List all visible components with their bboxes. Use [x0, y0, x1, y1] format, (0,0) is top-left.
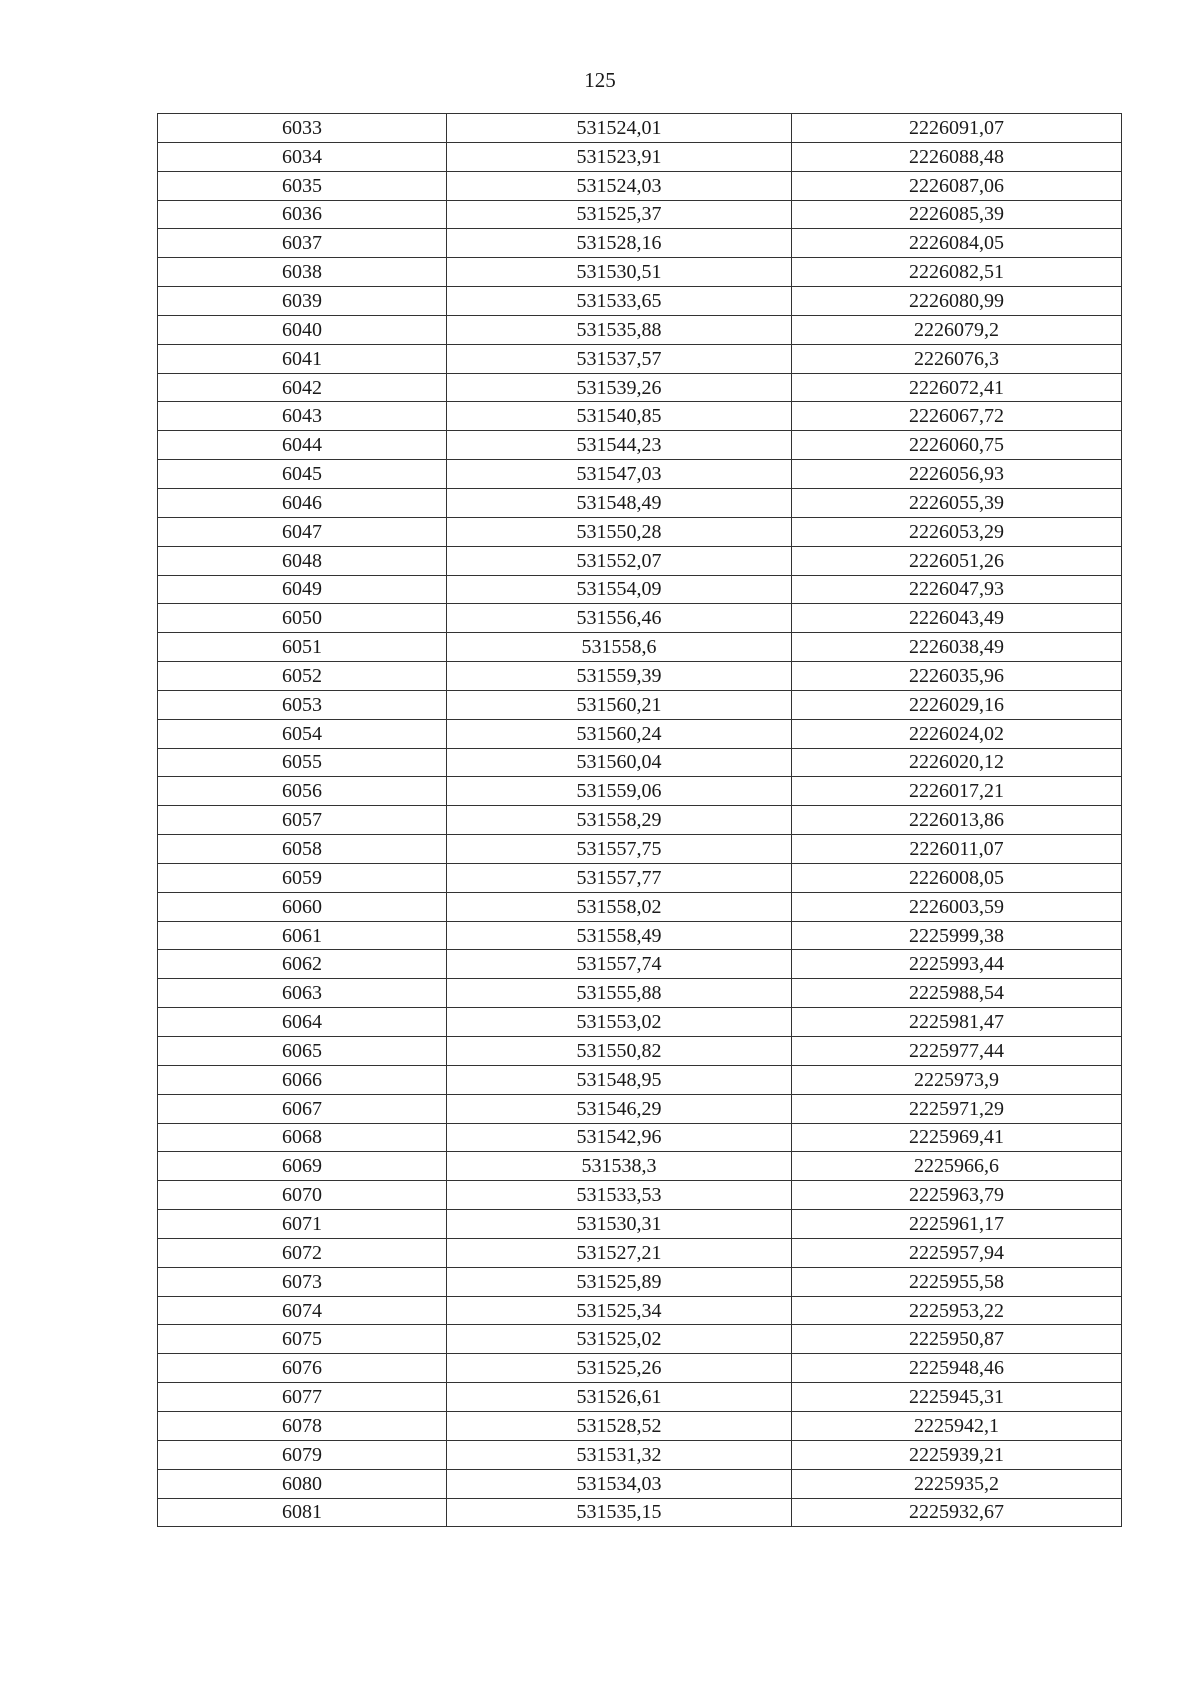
point-number-cell: 6073	[158, 1267, 447, 1296]
x-coordinate-cell: 531524,03	[447, 171, 792, 200]
point-number-cell: 6061	[158, 921, 447, 950]
y-coordinate-cell: 2226047,93	[792, 575, 1122, 604]
y-coordinate-cell: 2225981,47	[792, 1008, 1122, 1037]
table-row	[158, 431, 1122, 460]
point-number-cell: 6037	[158, 229, 447, 258]
x-coordinate-cell: 531558,29	[447, 806, 792, 835]
table-row	[158, 344, 1122, 373]
table-row	[158, 1008, 1122, 1037]
y-coordinate-cell: 2225963,79	[792, 1181, 1122, 1210]
x-coordinate-cell: 531560,21	[447, 690, 792, 719]
coordinates-table	[157, 113, 1122, 1527]
point-number-cell: 6059	[158, 863, 447, 892]
y-coordinate-cell: 2226017,21	[792, 777, 1122, 806]
y-coordinate-cell: 2226029,16	[792, 690, 1122, 719]
x-coordinate-cell: 531557,77	[447, 863, 792, 892]
x-coordinate-cell: 531548,95	[447, 1065, 792, 1094]
x-coordinate-cell: 531550,28	[447, 517, 792, 546]
y-coordinate-cell: 2226038,49	[792, 633, 1122, 662]
table-row	[158, 546, 1122, 575]
x-coordinate-cell: 531530,31	[447, 1210, 792, 1239]
y-coordinate-cell: 2226020,12	[792, 748, 1122, 777]
x-coordinate-cell: 531530,51	[447, 258, 792, 287]
point-number-cell: 6064	[158, 1008, 447, 1037]
point-number-cell: 6040	[158, 315, 447, 344]
table-row	[158, 488, 1122, 517]
table-row	[158, 315, 1122, 344]
x-coordinate-cell: 531525,02	[447, 1325, 792, 1354]
y-coordinate-cell: 2226076,3	[792, 344, 1122, 373]
table-row	[158, 1498, 1122, 1527]
point-number-cell: 6035	[158, 171, 447, 200]
point-number-cell: 6080	[158, 1469, 447, 1498]
table-row	[158, 200, 1122, 229]
y-coordinate-cell: 2225950,87	[792, 1325, 1122, 1354]
y-coordinate-cell: 2226055,39	[792, 488, 1122, 517]
x-coordinate-cell: 531555,88	[447, 979, 792, 1008]
y-coordinate-cell: 2225945,31	[792, 1383, 1122, 1412]
x-coordinate-cell: 531542,96	[447, 1123, 792, 1152]
point-number-cell: 6054	[158, 719, 447, 748]
x-coordinate-cell: 531559,39	[447, 662, 792, 691]
y-coordinate-cell: 2225993,44	[792, 950, 1122, 979]
y-coordinate-cell: 2226084,05	[792, 229, 1122, 258]
table-row	[158, 1094, 1122, 1123]
x-coordinate-cell: 531535,88	[447, 315, 792, 344]
table-row	[158, 229, 1122, 258]
point-number-cell: 6043	[158, 402, 447, 431]
table-row	[158, 1296, 1122, 1325]
y-coordinate-cell: 2226035,96	[792, 662, 1122, 691]
point-number-cell: 6069	[158, 1152, 447, 1181]
point-number-cell: 6053	[158, 690, 447, 719]
table-row	[158, 806, 1122, 835]
table-row	[158, 373, 1122, 402]
table-row	[158, 1267, 1122, 1296]
x-coordinate-cell: 531528,16	[447, 229, 792, 258]
point-number-cell: 6081	[158, 1498, 447, 1527]
point-number-cell: 6034	[158, 142, 447, 171]
x-coordinate-cell: 531544,23	[447, 431, 792, 460]
table-row	[158, 258, 1122, 287]
table-row	[158, 604, 1122, 633]
point-number-cell: 6058	[158, 835, 447, 864]
table-row	[158, 950, 1122, 979]
x-coordinate-cell: 531556,46	[447, 604, 792, 633]
table-row	[158, 1440, 1122, 1469]
y-coordinate-cell: 2226060,75	[792, 431, 1122, 460]
point-number-cell: 6056	[158, 777, 447, 806]
table-row	[158, 719, 1122, 748]
table-row	[158, 114, 1122, 143]
point-number-cell: 6066	[158, 1065, 447, 1094]
x-coordinate-cell: 531560,04	[447, 748, 792, 777]
y-coordinate-cell: 2225939,21	[792, 1440, 1122, 1469]
table-row	[158, 171, 1122, 200]
y-coordinate-cell: 2226056,93	[792, 460, 1122, 489]
x-coordinate-cell: 531528,52	[447, 1411, 792, 1440]
table-row	[158, 460, 1122, 489]
table-row	[158, 1469, 1122, 1498]
point-number-cell: 6042	[158, 373, 447, 402]
table-row	[158, 748, 1122, 777]
point-number-cell: 6075	[158, 1325, 447, 1354]
point-number-cell: 6048	[158, 546, 447, 575]
table-row	[158, 575, 1122, 604]
y-coordinate-cell: 2225955,58	[792, 1267, 1122, 1296]
y-coordinate-cell: 2225988,54	[792, 979, 1122, 1008]
table-row	[158, 863, 1122, 892]
y-coordinate-cell: 2226085,39	[792, 200, 1122, 229]
x-coordinate-cell: 531553,02	[447, 1008, 792, 1037]
y-coordinate-cell: 2225961,17	[792, 1210, 1122, 1239]
point-number-cell: 6072	[158, 1238, 447, 1267]
table-row	[158, 1383, 1122, 1412]
y-coordinate-cell: 2226067,72	[792, 402, 1122, 431]
x-coordinate-cell: 531557,75	[447, 835, 792, 864]
y-coordinate-cell: 2226080,99	[792, 287, 1122, 316]
point-number-cell: 6049	[158, 575, 447, 604]
x-coordinate-cell: 531525,37	[447, 200, 792, 229]
table-row	[158, 690, 1122, 719]
y-coordinate-cell: 2226008,05	[792, 863, 1122, 892]
y-coordinate-cell: 2226087,06	[792, 171, 1122, 200]
x-coordinate-cell: 531550,82	[447, 1037, 792, 1066]
x-coordinate-cell: 531547,03	[447, 460, 792, 489]
point-number-cell: 6052	[158, 662, 447, 691]
point-number-cell: 6060	[158, 892, 447, 921]
table-row	[158, 1354, 1122, 1383]
y-coordinate-cell: 2225999,38	[792, 921, 1122, 950]
x-coordinate-cell: 531523,91	[447, 142, 792, 171]
table-row	[158, 1123, 1122, 1152]
y-coordinate-cell: 2225935,2	[792, 1469, 1122, 1498]
table-row	[158, 402, 1122, 431]
point-number-cell: 6036	[158, 200, 447, 229]
y-coordinate-cell: 2225957,94	[792, 1238, 1122, 1267]
point-number-cell: 6055	[158, 748, 447, 777]
x-coordinate-cell: 531559,06	[447, 777, 792, 806]
point-number-cell: 6047	[158, 517, 447, 546]
point-number-cell: 6044	[158, 431, 447, 460]
y-coordinate-cell: 2225932,67	[792, 1498, 1122, 1527]
y-coordinate-cell: 2226053,29	[792, 517, 1122, 546]
x-coordinate-cell: 531525,26	[447, 1354, 792, 1383]
x-coordinate-cell: 531537,57	[447, 344, 792, 373]
x-coordinate-cell: 531525,89	[447, 1267, 792, 1296]
x-coordinate-cell: 531531,32	[447, 1440, 792, 1469]
point-number-cell: 6078	[158, 1411, 447, 1440]
point-number-cell: 6045	[158, 460, 447, 489]
table-row	[158, 1065, 1122, 1094]
page-number: 125	[584, 68, 616, 92]
y-coordinate-cell: 2226088,48	[792, 142, 1122, 171]
y-coordinate-cell: 2226003,59	[792, 892, 1122, 921]
point-number-cell: 6050	[158, 604, 447, 633]
x-coordinate-cell: 531527,21	[447, 1238, 792, 1267]
x-coordinate-cell: 531539,26	[447, 373, 792, 402]
point-number-cell: 6063	[158, 979, 447, 1008]
y-coordinate-cell: 2225971,29	[792, 1094, 1122, 1123]
x-coordinate-cell: 531554,09	[447, 575, 792, 604]
point-number-cell: 6039	[158, 287, 447, 316]
y-coordinate-cell: 2225969,41	[792, 1123, 1122, 1152]
y-coordinate-cell: 2226079,2	[792, 315, 1122, 344]
table-row	[158, 633, 1122, 662]
point-number-cell: 6065	[158, 1037, 447, 1066]
x-coordinate-cell: 531525,34	[447, 1296, 792, 1325]
coordinates-table-body	[158, 114, 1122, 1527]
y-coordinate-cell: 2226011,07	[792, 835, 1122, 864]
y-coordinate-cell: 2226082,51	[792, 258, 1122, 287]
y-coordinate-cell: 2225973,9	[792, 1065, 1122, 1094]
x-coordinate-cell: 531558,02	[447, 892, 792, 921]
point-number-cell: 6071	[158, 1210, 447, 1239]
point-number-cell: 6070	[158, 1181, 447, 1210]
y-coordinate-cell: 2226013,86	[792, 806, 1122, 835]
table-row	[158, 921, 1122, 950]
x-coordinate-cell: 531558,6	[447, 633, 792, 662]
x-coordinate-cell: 531557,74	[447, 950, 792, 979]
x-coordinate-cell: 531540,85	[447, 402, 792, 431]
point-number-cell: 6068	[158, 1123, 447, 1152]
x-coordinate-cell: 531552,07	[447, 546, 792, 575]
point-number-cell: 6079	[158, 1440, 447, 1469]
x-coordinate-cell: 531526,61	[447, 1383, 792, 1412]
y-coordinate-cell: 2226091,07	[792, 114, 1122, 143]
table-row	[158, 1037, 1122, 1066]
table-row	[158, 1325, 1122, 1354]
table-row	[158, 1181, 1122, 1210]
x-coordinate-cell: 531533,53	[447, 1181, 792, 1210]
x-coordinate-cell: 531533,65	[447, 287, 792, 316]
y-coordinate-cell: 2226051,26	[792, 546, 1122, 575]
x-coordinate-cell: 531535,15	[447, 1498, 792, 1527]
table-row	[158, 1238, 1122, 1267]
y-coordinate-cell: 2225966,6	[792, 1152, 1122, 1181]
table-row	[158, 1210, 1122, 1239]
y-coordinate-cell: 2225953,22	[792, 1296, 1122, 1325]
table-row	[158, 979, 1122, 1008]
point-number-cell: 6041	[158, 344, 447, 373]
point-number-cell: 6076	[158, 1354, 447, 1383]
point-number-cell: 6046	[158, 488, 447, 517]
y-coordinate-cell: 2225948,46	[792, 1354, 1122, 1383]
x-coordinate-cell: 531548,49	[447, 488, 792, 517]
point-number-cell: 6062	[158, 950, 447, 979]
table-row	[158, 835, 1122, 864]
point-number-cell: 6067	[158, 1094, 447, 1123]
table-row	[158, 1152, 1122, 1181]
point-number-cell: 6033	[158, 114, 447, 143]
x-coordinate-cell: 531534,03	[447, 1469, 792, 1498]
point-number-cell: 6074	[158, 1296, 447, 1325]
x-coordinate-cell: 531546,29	[447, 1094, 792, 1123]
table-row	[158, 287, 1122, 316]
table-row	[158, 892, 1122, 921]
y-coordinate-cell: 2226024,02	[792, 719, 1122, 748]
table-row	[158, 517, 1122, 546]
x-coordinate-cell: 531538,3	[447, 1152, 792, 1181]
table-row	[158, 777, 1122, 806]
y-coordinate-cell: 2225942,1	[792, 1411, 1122, 1440]
table-row	[158, 142, 1122, 171]
point-number-cell: 6038	[158, 258, 447, 287]
point-number-cell: 6077	[158, 1383, 447, 1412]
table-row	[158, 662, 1122, 691]
y-coordinate-cell: 2225977,44	[792, 1037, 1122, 1066]
y-coordinate-cell: 2226043,49	[792, 604, 1122, 633]
table-row	[158, 1411, 1122, 1440]
point-number-cell: 6051	[158, 633, 447, 662]
x-coordinate-cell: 531558,49	[447, 921, 792, 950]
x-coordinate-cell: 531524,01	[447, 114, 792, 143]
x-coordinate-cell: 531560,24	[447, 719, 792, 748]
y-coordinate-cell: 2226072,41	[792, 373, 1122, 402]
point-number-cell: 6057	[158, 806, 447, 835]
